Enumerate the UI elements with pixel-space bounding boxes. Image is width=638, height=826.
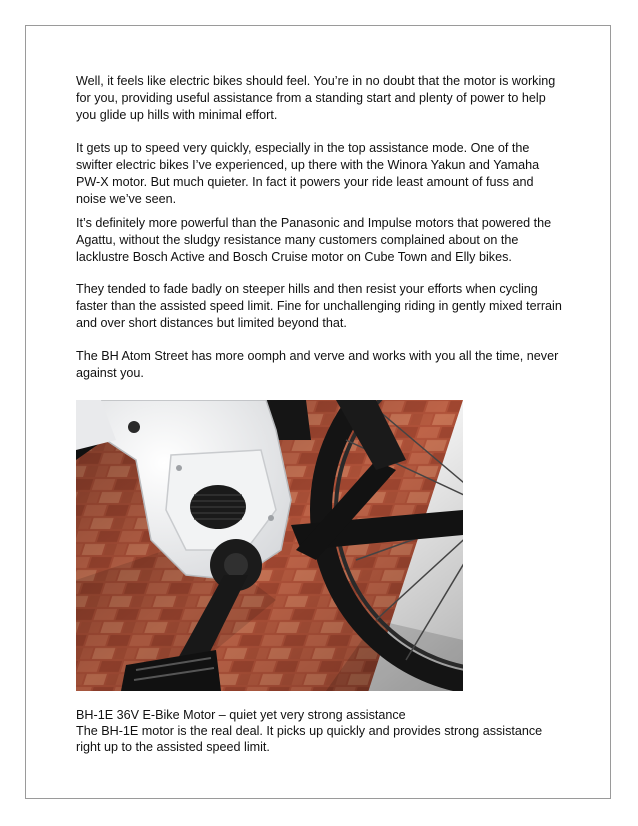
paragraph-3: It’s definitely more powerful than the Panasonic and Impulse motors that powered the Agattu, without the sludgy resistance many customers complained about on the lacklustre Bosch Active and Bosch Cruise motor on Cube Town and Elly bikes.	[76, 216, 552, 264]
paragraph-1: Well, it feels like electric bikes should feel. You’re in no doubt that the motor is working for you, providing useful assistance from a standing start and plenty of power to help you glide up hills with minimal effort.	[76, 74, 556, 122]
caption-title: BH-1E 36V E-Bike Motor – quiet yet very strong assistance	[76, 708, 406, 722]
bike-motor-photo	[76, 400, 463, 691]
paragraph-4: They tended to fade badly on steeper hills and then resist your efforts when cycling faster than the assisted speed limit. Fine for unchallenging riding in gently mixed terrain and over short distances but limited beyond that.	[76, 282, 562, 330]
paragraph-5: The BH Atom Street has more oomph and verve and works with you all the time, never against you.	[76, 349, 559, 380]
caption-text: The BH-1E motor is the real deal. It picks up quickly and provides strong assistance right up to the assisted speed limit.	[76, 724, 543, 754]
image-caption	[76, 707, 566, 755]
paragraph-2: It gets up to speed very quickly, especially in the top assistance mode. One of the swifter electric bikes I’ve experienced, up there with the Winora Yakun and Yamaha PW-X motor. But much quieter. In fact it powers your ride least amount of fuss and noise we’ve seen.	[76, 141, 540, 206]
